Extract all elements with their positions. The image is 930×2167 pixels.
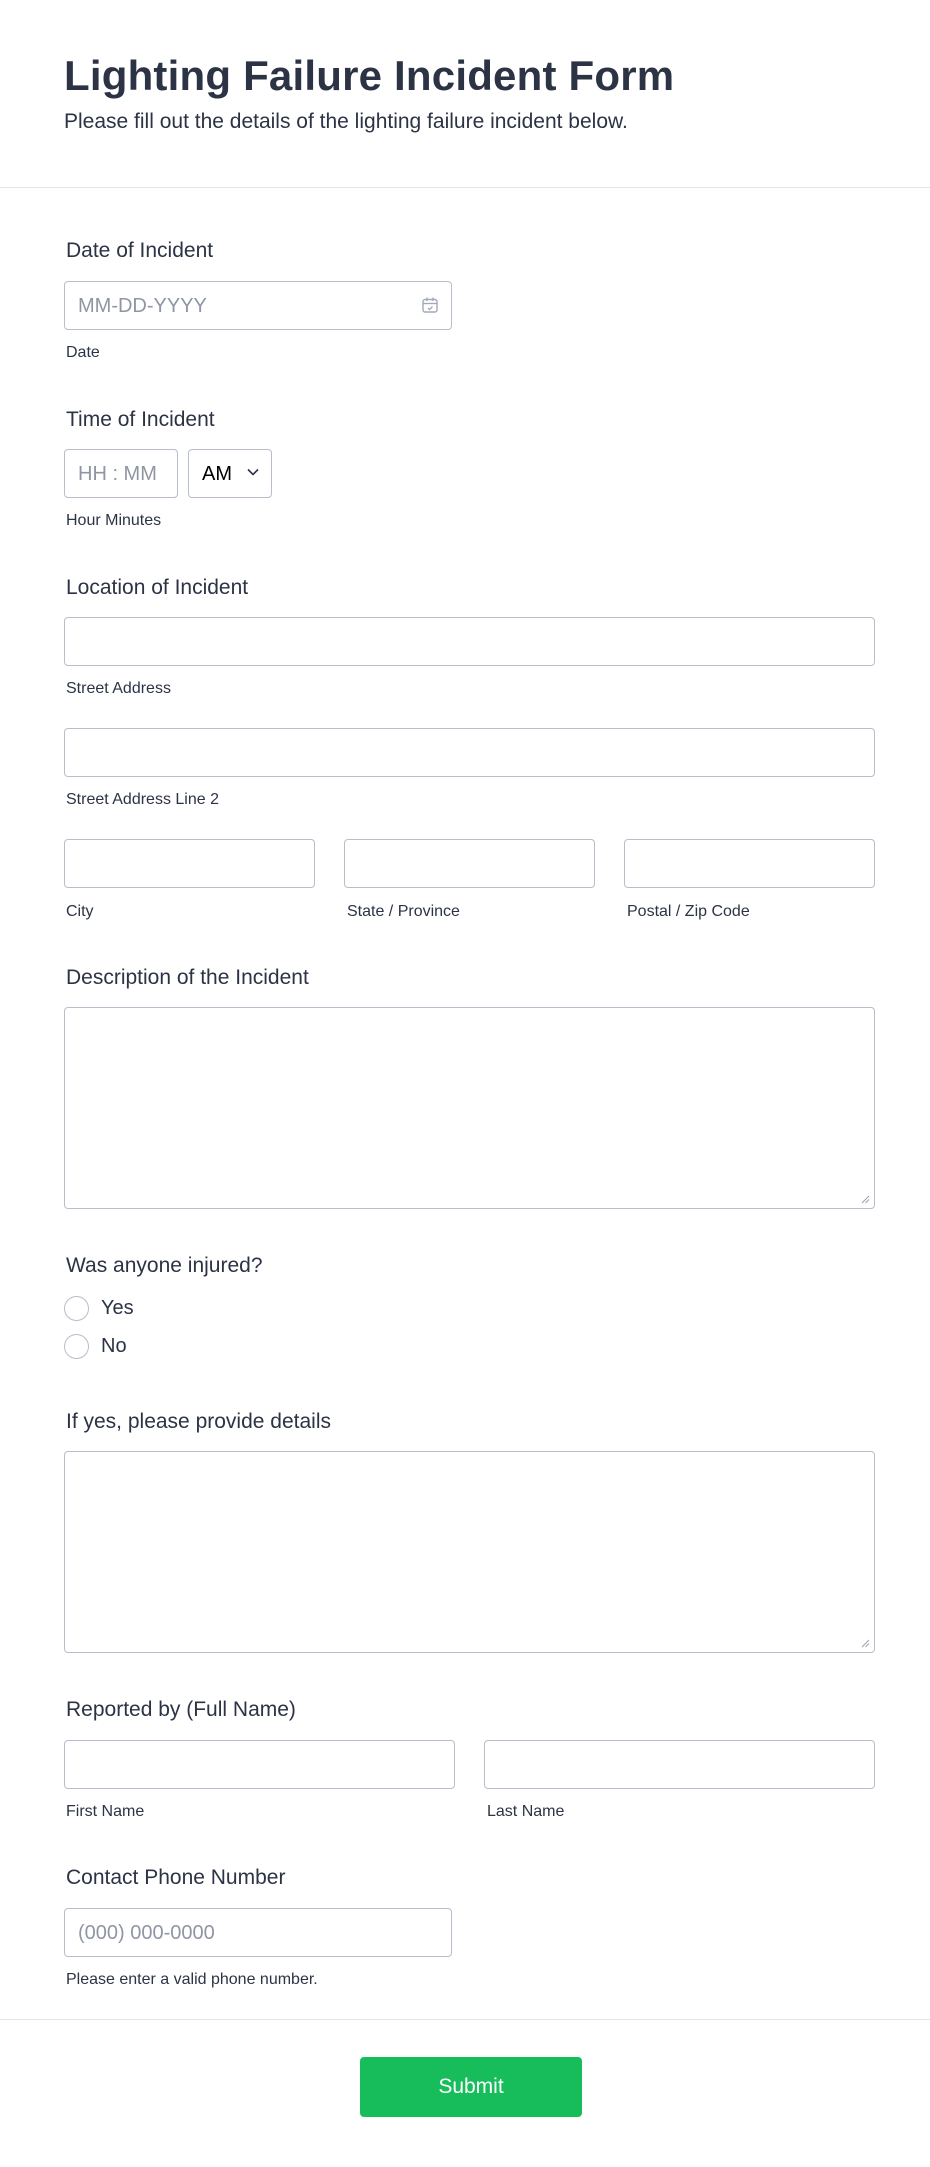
city-sublabel: City (66, 903, 94, 920)
zip-input[interactable] (624, 839, 875, 888)
calendar-icon[interactable] (421, 296, 439, 314)
footer-divider (0, 2019, 930, 2020)
submit-button[interactable]: Submit (360, 2057, 582, 2117)
date-input[interactable] (64, 281, 452, 330)
state-sublabel: State / Province (347, 903, 460, 920)
form-title: Lighting Failure Incident Form (64, 52, 675, 99)
street-address-input[interactable] (64, 617, 875, 666)
phone-input[interactable] (64, 1908, 452, 1957)
time-label: Time of Incident (66, 408, 215, 431)
chevron-down-icon (247, 468, 259, 476)
phone-placeholder: (000) 000-0000 (78, 1922, 215, 1944)
details-textarea[interactable] (64, 1451, 875, 1653)
street-address-sublabel: Street Address (66, 680, 171, 697)
form-header (0, 0, 930, 188)
radio-yes-label: Yes (101, 1297, 134, 1319)
last-name-input[interactable] (484, 1740, 875, 1789)
reporter-label: Reported by (Full Name) (66, 1698, 296, 1721)
ampm-select[interactable] (188, 449, 272, 498)
ampm-value: AM (202, 463, 232, 485)
form-subtitle: Please fill out the details of the lighting failure incident below. (64, 110, 628, 133)
time-sublabel: Hour Minutes (66, 512, 162, 529)
zip-sublabel: Postal / Zip Code (627, 903, 750, 920)
description-textarea[interactable] (64, 1007, 875, 1209)
street-address-line2-input[interactable] (64, 728, 875, 777)
injured-label: Was anyone injured? (66, 1254, 263, 1277)
date-label: Date of Incident (66, 239, 214, 262)
description-label: Description of the Incident (66, 966, 309, 989)
first-name-sublabel: First Name (66, 1803, 145, 1820)
radio-no[interactable] (64, 1334, 89, 1359)
first-name-input[interactable] (64, 1740, 455, 1789)
resize-grip-icon[interactable] (860, 1194, 870, 1204)
last-name-sublabel: Last Name (487, 1803, 565, 1820)
time-placeholder: HH : MM (78, 463, 157, 485)
street-address-line2-sublabel: Street Address Line 2 (66, 791, 219, 808)
radio-no-label: No (101, 1335, 127, 1357)
date-placeholder: MM-DD-YYYY (78, 295, 207, 317)
phone-sublabel: Please enter a valid phone number. (66, 1971, 318, 1988)
state-input[interactable] (344, 839, 595, 888)
city-input[interactable] (64, 839, 315, 888)
date-sublabel: Date (66, 344, 100, 361)
details-label: If yes, please provide details (66, 1410, 331, 1433)
radio-yes[interactable] (64, 1296, 89, 1321)
location-label: Location of Incident (66, 576, 249, 599)
time-input[interactable] (64, 449, 178, 498)
phone-label: Contact Phone Number (66, 1866, 286, 1889)
resize-grip-icon[interactable] (860, 1638, 870, 1648)
